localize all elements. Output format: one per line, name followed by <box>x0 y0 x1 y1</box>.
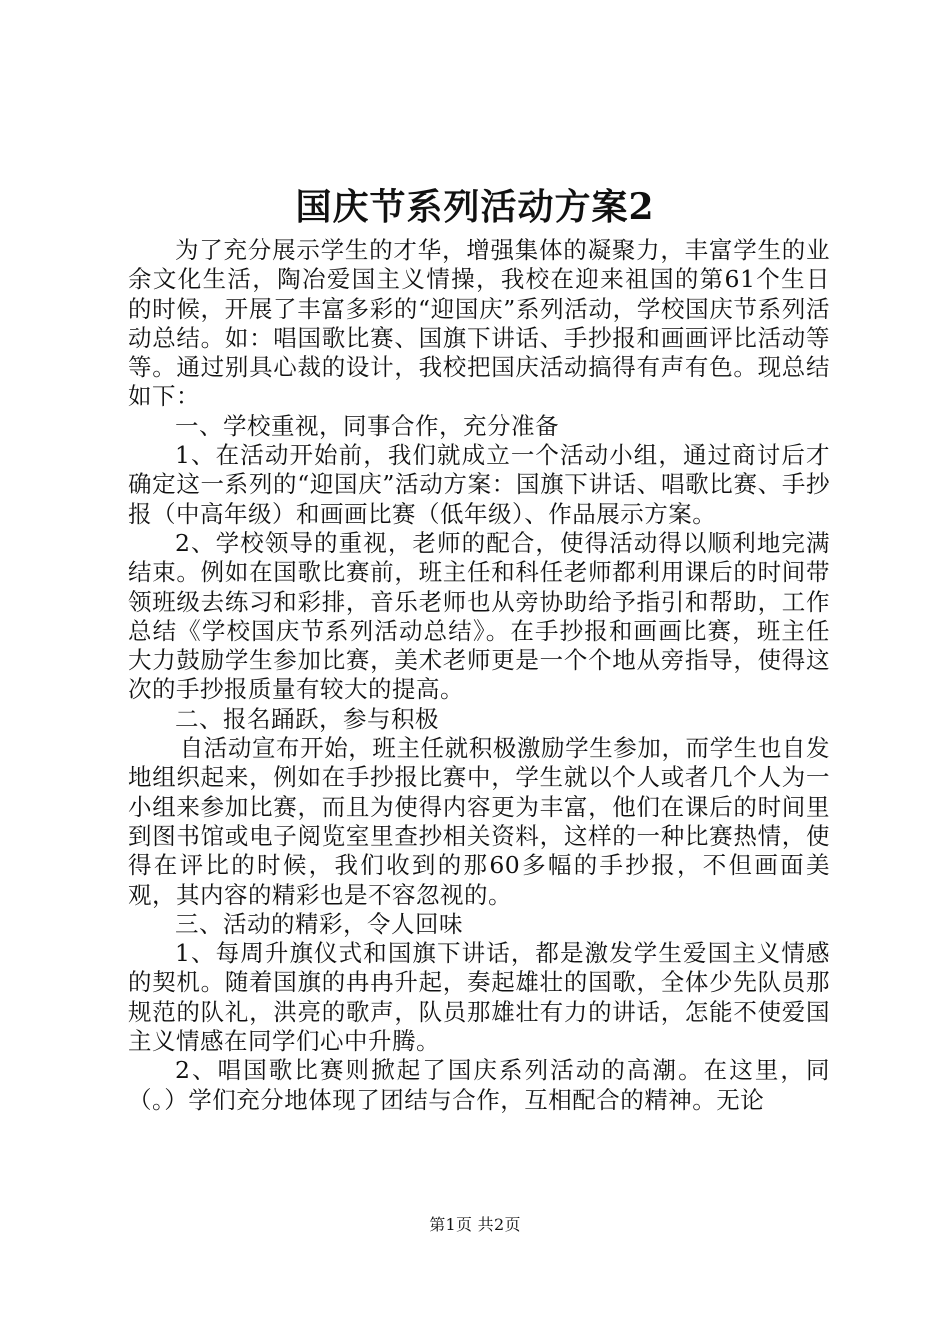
page-number-footer: 第1页 共2页 <box>429 1215 521 1234</box>
document-title: 国庆节系列活动方案2 <box>295 186 655 228</box>
section-heading-2: 二、报名踊跃，参与积极 <box>175 704 439 733</box>
paragraph-3-1: 1、每周升旗仪式和国旗下讲话，都是激发学生爱国主义情感的契机。随着国旗的冉冉升起，奏起雄壮的国歌，全体少先队员那规范的队礼，洪亮的歌声，队员那雄壮有力的讲话，怎能不使爱国主义情感在同学们心中升腾。 <box>128 939 830 1056</box>
section-heading-1: 一、学校重视，同事合作，充分准备 <box>175 411 559 440</box>
paragraph-1-1: 1、在活动开始前，我们就成立一个活动小组，通过商讨后才确定这一系列的“迎国庆”活动方案：国旗下讲话、唱歌比赛、手抄报（中高年级）和画画比赛（低年级）、作品展示方案。 <box>128 441 830 528</box>
paragraph-1-2: 2、学校领导的重视，老师的配合，使得活动得以顺利地完满结束。例如在国歌比赛前，班主任和科任老师都利用课后的时间带领班级去练习和彩排，音乐老师也从旁协助给予指引和帮助，工作总结《学校国庆节系列活动总结》。在手抄报和画画比赛，班主任大力鼓励学生参加比赛，美术老师更是一个个地从旁指导，使得这次的手抄报质量有较大的提高。 <box>128 528 830 704</box>
paragraph-intro: 为了充分展示学生的才华，增强集体的凝聚力，丰富学生的业余文化生活，陶冶爱国主义情操，我校在迎来祖国的第61个生日的时候，开展了丰富多彩的“迎国庆”系列活动，学校国庆节系列活动总结。如：唱国歌比赛、国旗下讲话、手抄报和画画评比活动等等。通过别具心裁的设计，我校把国庆活动搞得有声有色。现总结如下： <box>128 236 830 411</box>
document-body <box>128 236 830 1115</box>
section-heading-3: 三、活动的精彩，令人回味 <box>175 909 463 938</box>
paragraph-2: 自活动宣布开始，班主任就积极激励学生参加，而学生也自发地组织起来，例如在手抄报比赛中，学生就以个人或者几个人为一小组来参加比赛，而且为使得内容更为丰富，他们在课后的时间里到图书馆或电子阅览室里查抄相关资料，这样的一种比赛热情，使得在评比的时候，我们收到的那60多幅的手抄报，不但画面美观，其内容的精彩也是不容忽视的。 <box>128 734 830 909</box>
paragraph-3-2: 2、唱国歌比赛则掀起了国庆系列活动的高潮。在这里，同（。）学们充分地体现了团结与合作，互相配合的精神。无论 <box>128 1056 830 1114</box>
